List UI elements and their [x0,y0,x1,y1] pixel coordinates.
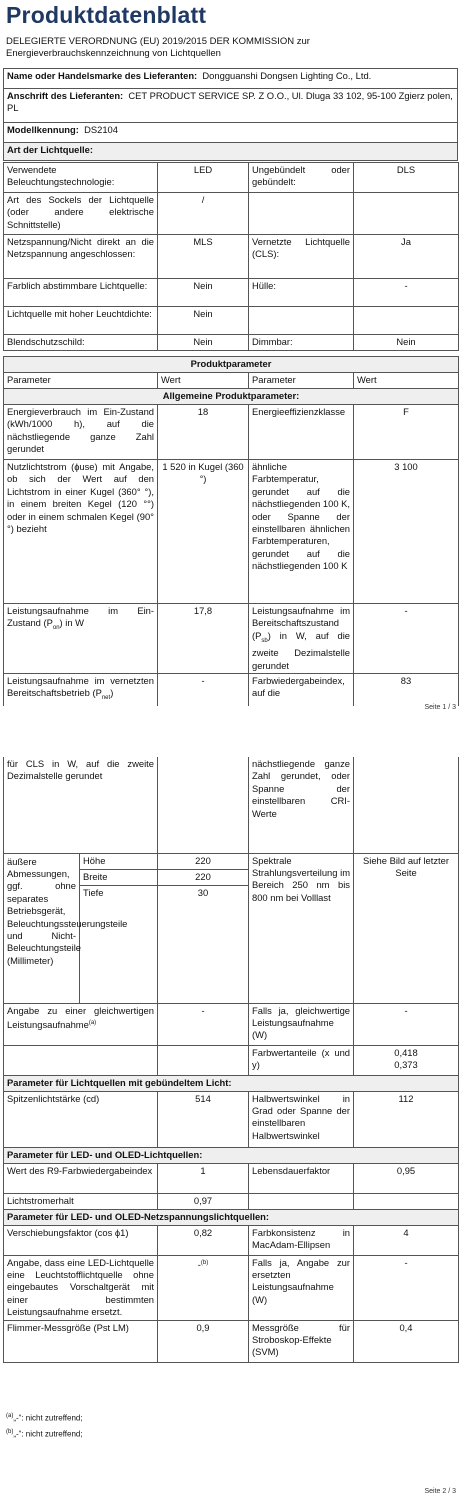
stroboscopic-value: 0,4 [354,1320,459,1362]
peak-intensity-value: 514 [158,1091,249,1147]
general-parameters-heading: Allgemeine Produktparameter: [4,389,459,405]
depth-label: Tiefe [80,885,158,1003]
glare-label: Blendschutzschild: [4,335,158,351]
spectral-distribution-value: Siehe Bild auf letzter Seite [354,853,459,1003]
footnote-a-marker: (a) [88,1019,97,1026]
dimmable-label: Dimmbar: [249,335,354,351]
high-luminance-label: Lichtquelle mit hoher Leuchtdichte: [4,307,158,335]
supplier-address-row [4,89,458,123]
flicker-label: Flimmer-Messgröße (Pst LM) [4,1320,158,1362]
supplier-address-label: Anschrift des Lieferanten: [7,90,124,101]
empty-cell [158,1045,249,1075]
replacement-claim-value [158,1255,249,1320]
power-factor-value: 0,82 [158,1225,249,1255]
cri-label-part-2: nächstliegende ganze Zahl gerundet, oder Spanne der einstellbaren CRI-Werte [249,757,354,853]
footnote-a-text: „-“: nicht zutreffend; [13,1413,83,1423]
power-factor-label: Verschiebungsfaktor (cos ϕ1) [4,1225,158,1255]
chromaticity-y: 0,373 [394,1058,418,1070]
colour-consistency-value: 4 [354,1225,459,1255]
spectral-distribution-label: Spektrale Strahlungsverteilung im Bereich 250 nm bis 800 nm bei Volllast [249,853,354,1003]
beam-angle-value: 112 [354,1091,459,1147]
page-1 [0,0,461,715]
width-label: Breite [80,869,158,885]
cls-label: Vernetzte Lichtquelle (CLS): [249,235,354,279]
model-row [4,123,458,143]
supplier-table [3,68,458,161]
column-header-value: Wert [354,373,459,389]
lumen-maintenance-label: Lichtstromerhalt [4,1193,158,1209]
replacement-claim-dash: - [197,1258,201,1270]
flicker-value: 0,9 [158,1320,249,1362]
empty-cell [354,193,459,235]
chromaticity-label: Farbwertanteile (x und y) [249,1045,354,1075]
survival-factor-value: 0,95 [354,1163,459,1193]
colour-consistency-label: Farbkonsistenz in MacAdam-Ellipsen [249,1225,354,1255]
page-number-1: Seite 1 / 3 [424,704,456,711]
equivalent-power-text: Angabe zu einer gleichwertigen Leistungsaufnahme [7,1004,154,1031]
mains-led-heading: Parameter für LED- und OLED-Netzspannungslichtquellen: [4,1209,459,1225]
empty-cell [249,307,354,335]
focus-value: DLS [354,163,459,193]
empty-cell [158,757,249,853]
column-header-parameter: Parameter [4,373,158,389]
led-heading: Parameter für LED- und OLED-Lichtquellen: [4,1147,459,1163]
product-parameters-table [3,356,459,706]
depth-value: 30 [158,885,249,1003]
empty-cell [354,757,459,853]
glare-value: Nein [158,335,249,351]
equivalent-power-label [4,1003,158,1045]
width-value: 220 [158,869,249,885]
on-mode-power-label [4,604,158,674]
networked-standby-text: Leistungsaufnahme im vernetzten Bereitschaftsbetrieb (P [7,674,154,699]
tunable-label: Farblich abstimmbare Lichtquelle: [4,279,158,307]
cri-value: 83 [354,673,459,705]
on-mode-power-subscript: on [52,625,60,632]
replaced-power-label: Falls ja, Angabe zur ersetzten Leistungsaufnahme (W) [249,1255,354,1320]
networked-standby-label-cont: für CLS in W, auf die zweite Dezimalstelle gerundet [4,757,158,853]
empty-cell [354,1193,459,1209]
dimensions-label: äußere Abmessungen, ggf. ohne separates Betriebsgerät, Beleuchtungssteuerungsteile und Nicht-Beleuchtungsteile (Millimeter) [4,853,80,1003]
socket-value: / [158,193,249,235]
standby-power-value: - [354,604,459,674]
peak-intensity-label: Spitzenlichtstärke (cd) [4,1091,158,1147]
model-value: DS2104 [84,124,118,135]
cri-label-part-1: Farbwiedergabeindex, auf die [249,673,354,705]
colour-temperature-value: 3 100 [354,460,459,604]
dimmable-value: Nein [354,335,459,351]
stroboscopic-label: Messgröße für Stroboskop-Effekte (SVM) [249,1320,354,1362]
energy-consumption-value: 18 [158,405,249,460]
r9-label: Wert des R9-Farbwiedergabeindex [4,1163,158,1193]
column-header-parameter: Parameter [249,373,354,389]
chromaticity-x: 0,418 [394,1046,418,1058]
luminous-flux-value: 1 520 in Kugel (360 °) [158,460,249,604]
networked-standby-label [4,673,158,705]
empty-cell [249,193,354,235]
footnote-a [6,1410,83,1425]
footnote-b-text: „-“: nicht zutreffend; [13,1429,83,1439]
supplier-address-value: CET PRODUCT SERVICE SP. Z O.O., Ul. Dluga 33 102, 95-100 Zgierz polen, PL [7,90,453,114]
product-parameters-heading: Produktparameter [4,357,459,373]
page-2 [0,740,461,1500]
envelope-value: - [354,279,459,307]
tech-label: Verwendete Beleuchtungstechnologie: [4,163,158,193]
equivalent-power-watts-label: Falls ja, gleichwertige Leistungsaufnahme (W) [249,1003,354,1045]
model-label: Modellkennung: [7,124,79,135]
on-mode-power-value: 17,8 [158,604,249,674]
equivalent-power-watts-value: - [354,1003,459,1045]
chromaticity-value [354,1045,459,1075]
height-value: 220 [158,853,249,869]
footnote-b-mark: (b) [6,1429,14,1435]
mains-value: MLS [158,235,249,279]
supplier-name-value: Dongguanshi Dongsen Lighting Co., Ltd. [202,70,372,81]
networked-standby-close: ) [110,687,114,699]
product-parameters-table-continued [3,757,459,1363]
energy-consumption-label: Energieverbrauch im Ein-Zustand (kWh/1000 h), auf die nächstliegende ganze Zahl gerundet [4,405,158,460]
footnote-b-marker: (b) [200,1259,209,1266]
column-header-value: Wert [158,373,249,389]
networked-standby-value: - [158,673,249,705]
replaced-power-value: - [354,1255,459,1320]
networked-standby-subscript: net [101,695,111,702]
beam-angle-label: Halbwertswinkel in Grad oder Spanne der einstellbaren Halbwertswinkel [249,1091,354,1147]
tech-value: LED [158,163,249,193]
envelope-label: Hülle: [249,279,354,307]
survival-factor-label: Lebensdauerfaktor [249,1163,354,1193]
colour-temperature-label: ähnliche Farbtemperatur, gerundet auf die nächstliegenden 100 K, oder Spanne der einstellbaren ähnlichen Farbtemperaturen, gerundet auf die nächstliegenden 100 K [249,460,354,604]
tunable-value: Nein [158,279,249,307]
energy-class-label: Energieeffizienzklasse [249,405,354,460]
directional-heading: Parameter für Lichtquellen mit gebündeltem Licht: [4,1075,459,1091]
empty-cell [354,307,459,335]
document-title: Produktdatenblatt [6,2,207,28]
supplier-name-row [4,69,458,89]
footnote-b [6,1426,83,1441]
energy-class-value: F [354,405,459,460]
standby-power-unit: ) in W, auf die zweite Dezimalstelle gerundet [252,629,350,671]
socket-label: Art des Sockels der Lichtquelle (oder andere elektrische Schnittstelle) [4,193,158,235]
mains-label: Netzspannung/Nicht direkt an die Netzspannung angeschlossen: [4,235,158,279]
standby-power-subscript: sb [261,637,268,644]
r9-value: 1 [158,1163,249,1193]
replacement-claim-label: Angabe, dass eine LED-Lichtquelle eine Leuchtstofflichtquelle ohne eingebautes Vorschaltgerät mit einer bestimmten Leistungsaufnahme ersetzt. [4,1255,158,1320]
on-mode-power-text: Leistungsaufnahme im Ein-Zustand (P [7,605,154,629]
page-number-2: Seite 2 / 3 [424,1488,456,1495]
equivalent-power-value: - [158,1003,249,1045]
luminous-flux-label: Nutzlichtstrom (ɸuse) mit Angabe, ob sich der Wert auf den Lichtstrom in einer Kugel (360° °), in einem breiten Kegel (120 °°) oder in einem schmalen Kegel (90° °) bezieht [4,460,158,604]
footnote-a-mark: (a) [6,1413,14,1419]
cls-value: Ja [354,235,459,279]
empty-cell [4,1045,158,1075]
high-luminance-value: Nein [158,307,249,335]
document-subtitle: DELEGIERTE VERORDNUNG (EU) 2019/2015 DER KOMMISSION zur Energieverbrauchskennzeichnung von Lichtquellen [6,36,310,59]
empty-cell [249,1193,354,1209]
on-mode-power-unit: ) in W [59,617,85,629]
height-label: Höhe [80,853,158,869]
standby-power-label [249,604,354,674]
focus-label: Ungebündelt oder gebündelt: [249,163,354,193]
standby-power-text: Leistungsaufnahme im Bereitschaftszustand (P [252,605,350,641]
light-source-type-table [3,162,459,351]
lumen-maintenance-value: 0,97 [158,1193,249,1209]
light-source-type-heading: Art der Lichtquelle: [4,143,458,161]
supplier-name-label: Name oder Handelsmarke des Lieferanten: [7,70,198,81]
